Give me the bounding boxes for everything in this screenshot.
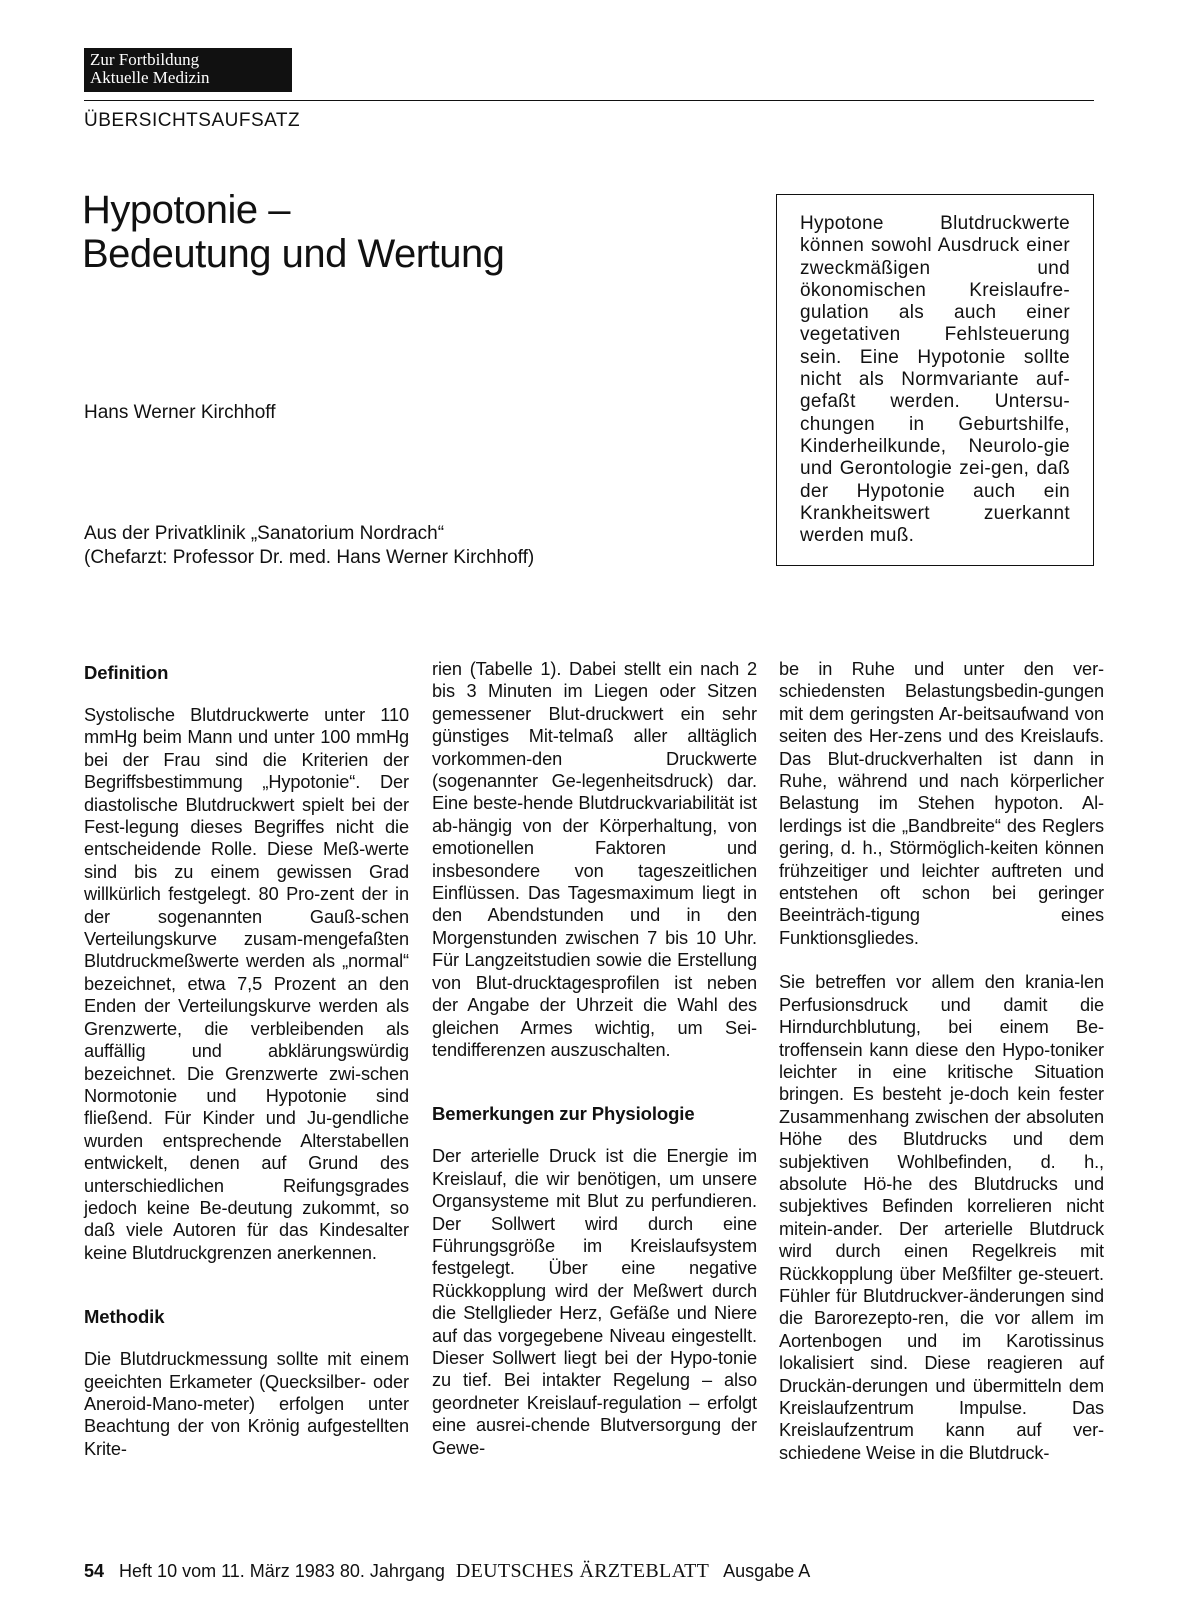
section-tag-line1: Zur Fortbildung xyxy=(90,50,200,69)
article-title-line2: Bedeutung und Wertung xyxy=(82,232,505,276)
text-column-2 xyxy=(432,658,757,1481)
heading-methodik: Methodik xyxy=(84,1306,165,1328)
paragraph-methodik-part2: rien (Tabelle 1). Dabei stellt ein nach 2 bis 3 Minuten im Liegen oder Sitzen gemessener Blut-druckwert ein sehr günstiges Mit-telmaß aller alltäglich vorkommen-den Druckwerte (sogenannter Ge-legenheitsdruck) dar. Eine beste-hende Blutdruckvariabilität ist ab-hängig von der Körperhaltung, von emotionellen Faktoren und insbesondere von tageszeitlichen Einflüssen. Das Tagesmaximum liegt in den Abendstunden und in den Morgenstunden zwischen 7 bis 10 Uhr. Für Langzeitstudien sowie die Erstellung von Blut-drucktagesprofilen ist neben der Angabe der Uhrzeit die Wahl des gleichen Armes wichtig, um Sei-tendifferenzen auszuschalten. xyxy=(432,659,757,1060)
edition: Ausgabe A xyxy=(723,1561,811,1581)
paragraph-kranial: Sie betreffen vor allem den krania-len Perfusionsdruck und damit die Hirndurchblutung, bei einem Be-troffensein kann diese den Hypo-toniker leichter in eine kritische Situation bringen. Es besteht je-doch kein fester Zusammenhang zwischen der absoluten Höhe des Blutdrucks und dem subjektiven Wohlbefinden, d. h., absolute Hö-he des Blutdrucks und subjektives Befinden korrelieren nicht mitein-ander. Der arterielle Blutdruck wird durch einen Regelkreis mit Rückkopplung über Meßfilter ge-steuert. Fühler für Blutdruckver-änderungen sind die Barorezepto-ren, die vor allem im Aortenbogen und im Karotissinus lokalisiert sind. Diese reagieren auf Druckän-derungen und übermitteln dem Kreislaufzentrum Impulse. Das Kreislaufzentrum kann auf ver-schiedene Weise in die Blutdruck- xyxy=(779,972,1104,1463)
paragraph-physiologie-part1: Der arterielle Druck ist die Energie im Kreislauf, die wir benötigen, um unsere Organsysteme mit Blut zu perfundieren. Der Sollwert wird durch eine Führungsgröße im Kreislaufsystem festgelegt. Über eine negative Rückkopplung wird der Meßwert durch die Stellglieder Herz, Gefäße und Niere auf das vorgegebene Niveau eingestellt. Dieser Sollwert liegt bei der Hypo-tonie zu tief. Bei intakter Regelung – also geordneter Kreislauf-regulation – erfolgt eine ausrei-chende Blutversorgung der Gewe- xyxy=(432,1146,757,1458)
author: Hans Werner Kirchhoff xyxy=(84,402,276,423)
text-column-3 xyxy=(779,658,1104,1486)
header-rule xyxy=(84,100,1094,101)
abstract-text: Hypotone Blutdruckwerte können sowohl Ausdruck einer zweckmäßigen und ökonomischen Kreislaufre-gulation als auch einer vegetativen Fehlsteuerung sein. Eine Hypotonie sollte nicht als Normvariante auf-gefaßt werden. Untersu-chungen in Geburtshilfe, Kinderheilkunde, Neurolo-gie und Gerontologie zei-gen, daß der Hypotonie auch ein Krankheitswert zuerkannt werden muß. xyxy=(800,213,1070,547)
section-tag-line2: Aktuelle Medizin xyxy=(90,68,210,87)
heading-definition: Definition xyxy=(84,662,169,683)
abstract-box xyxy=(776,194,1094,566)
article-title-line1: Hypotonie – xyxy=(82,188,290,232)
page-number: 54 xyxy=(84,1561,105,1581)
heading-physiologie: Bemerkungen zur Physiologie xyxy=(432,1103,695,1125)
paragraph-definition: Systolische Blutdruckwerte unter 110 mmHg beim Mann und unter 100 mmHg bei der Frau sind die Kriterien der Begriffsbestimmung „Hypotonie“. Der diastolische Blutdruckwert spielt bei der Fest-legung dieses Begriffes nicht die entscheidende Rolle. Diese Meß-werte sind bis zu einem gewissen Grad willkürlich festgelegt. 80 Pro-zent der in der sogenannten Gauß-schen Verteilungskurve zusam-mengefaßten Blutdruckmeßwerte werden als „normal“ bezeichnet, etwa 7,5 Prozent an den Enden der Verteilungskurve werden als Grenzwerte, die verbleibenden als auffällig und abklärungswürdig bezeichnet. Die Grenzwerte zwi-schen Normotonie und Hypotonie sind fließend. Für Kinder und Ju-gendliche wurden entsprechende Alterstabellen entwickelt, denen auf Grund des unterschiedlichen Reifungsgrades jedoch keine Be-deutung zukommt, so daß viele Autoren für das Kindesalter keine Blutdruckgrenzen anerkennen. xyxy=(84,705,409,1263)
affiliation-line1: Aus der Privatklinik „Sanatorium Nordrach“ xyxy=(84,523,445,544)
page-footer xyxy=(84,1560,810,1583)
affiliation-line2: (Chefarzt: Professor Dr. med. Hans Werner Kirchhoff) xyxy=(84,547,535,568)
affiliation xyxy=(84,522,534,570)
issue-info: Heft 10 vom 11. März 1983 80. Jahrgang xyxy=(119,1561,445,1581)
article-type: ÜBERSICHTSAUFSATZ xyxy=(84,110,301,131)
section-tag xyxy=(84,48,292,92)
article-title xyxy=(82,188,504,276)
paragraph-physiologie-part2: be in Ruhe und unter den ver-schiedensten Belastungsbedin-gungen mit dem geringsten Ar-beitsaufwand von seiten des Her-zens und des Kreislaufs. Das Blut-druckverhalten ist dann in Ruhe, während und nach körperlicher Belastung im Stehen hypoton. Al-lerdings ist die „Bandbreite“ des Reglers gering, d. h., Störmöglich-keiten können frühzeitiger und leichter auftreten und entstehen oft schon bei geringer Beeinträch-tigung eines Funktionsgliedes. xyxy=(779,659,1104,948)
text-column-1 xyxy=(84,662,409,1482)
paragraph-methodik-part1: Die Blutdruckmessung sollte mit einem geeichten Erkameter (Quecksilber- oder Aneroid-Mano-meter) erfolgen unter Beachtung der von Krönig aufgestellten Krite- xyxy=(84,1349,409,1459)
journal-name: DEUTSCHES ÄRZTEBLATT xyxy=(455,1560,710,1582)
